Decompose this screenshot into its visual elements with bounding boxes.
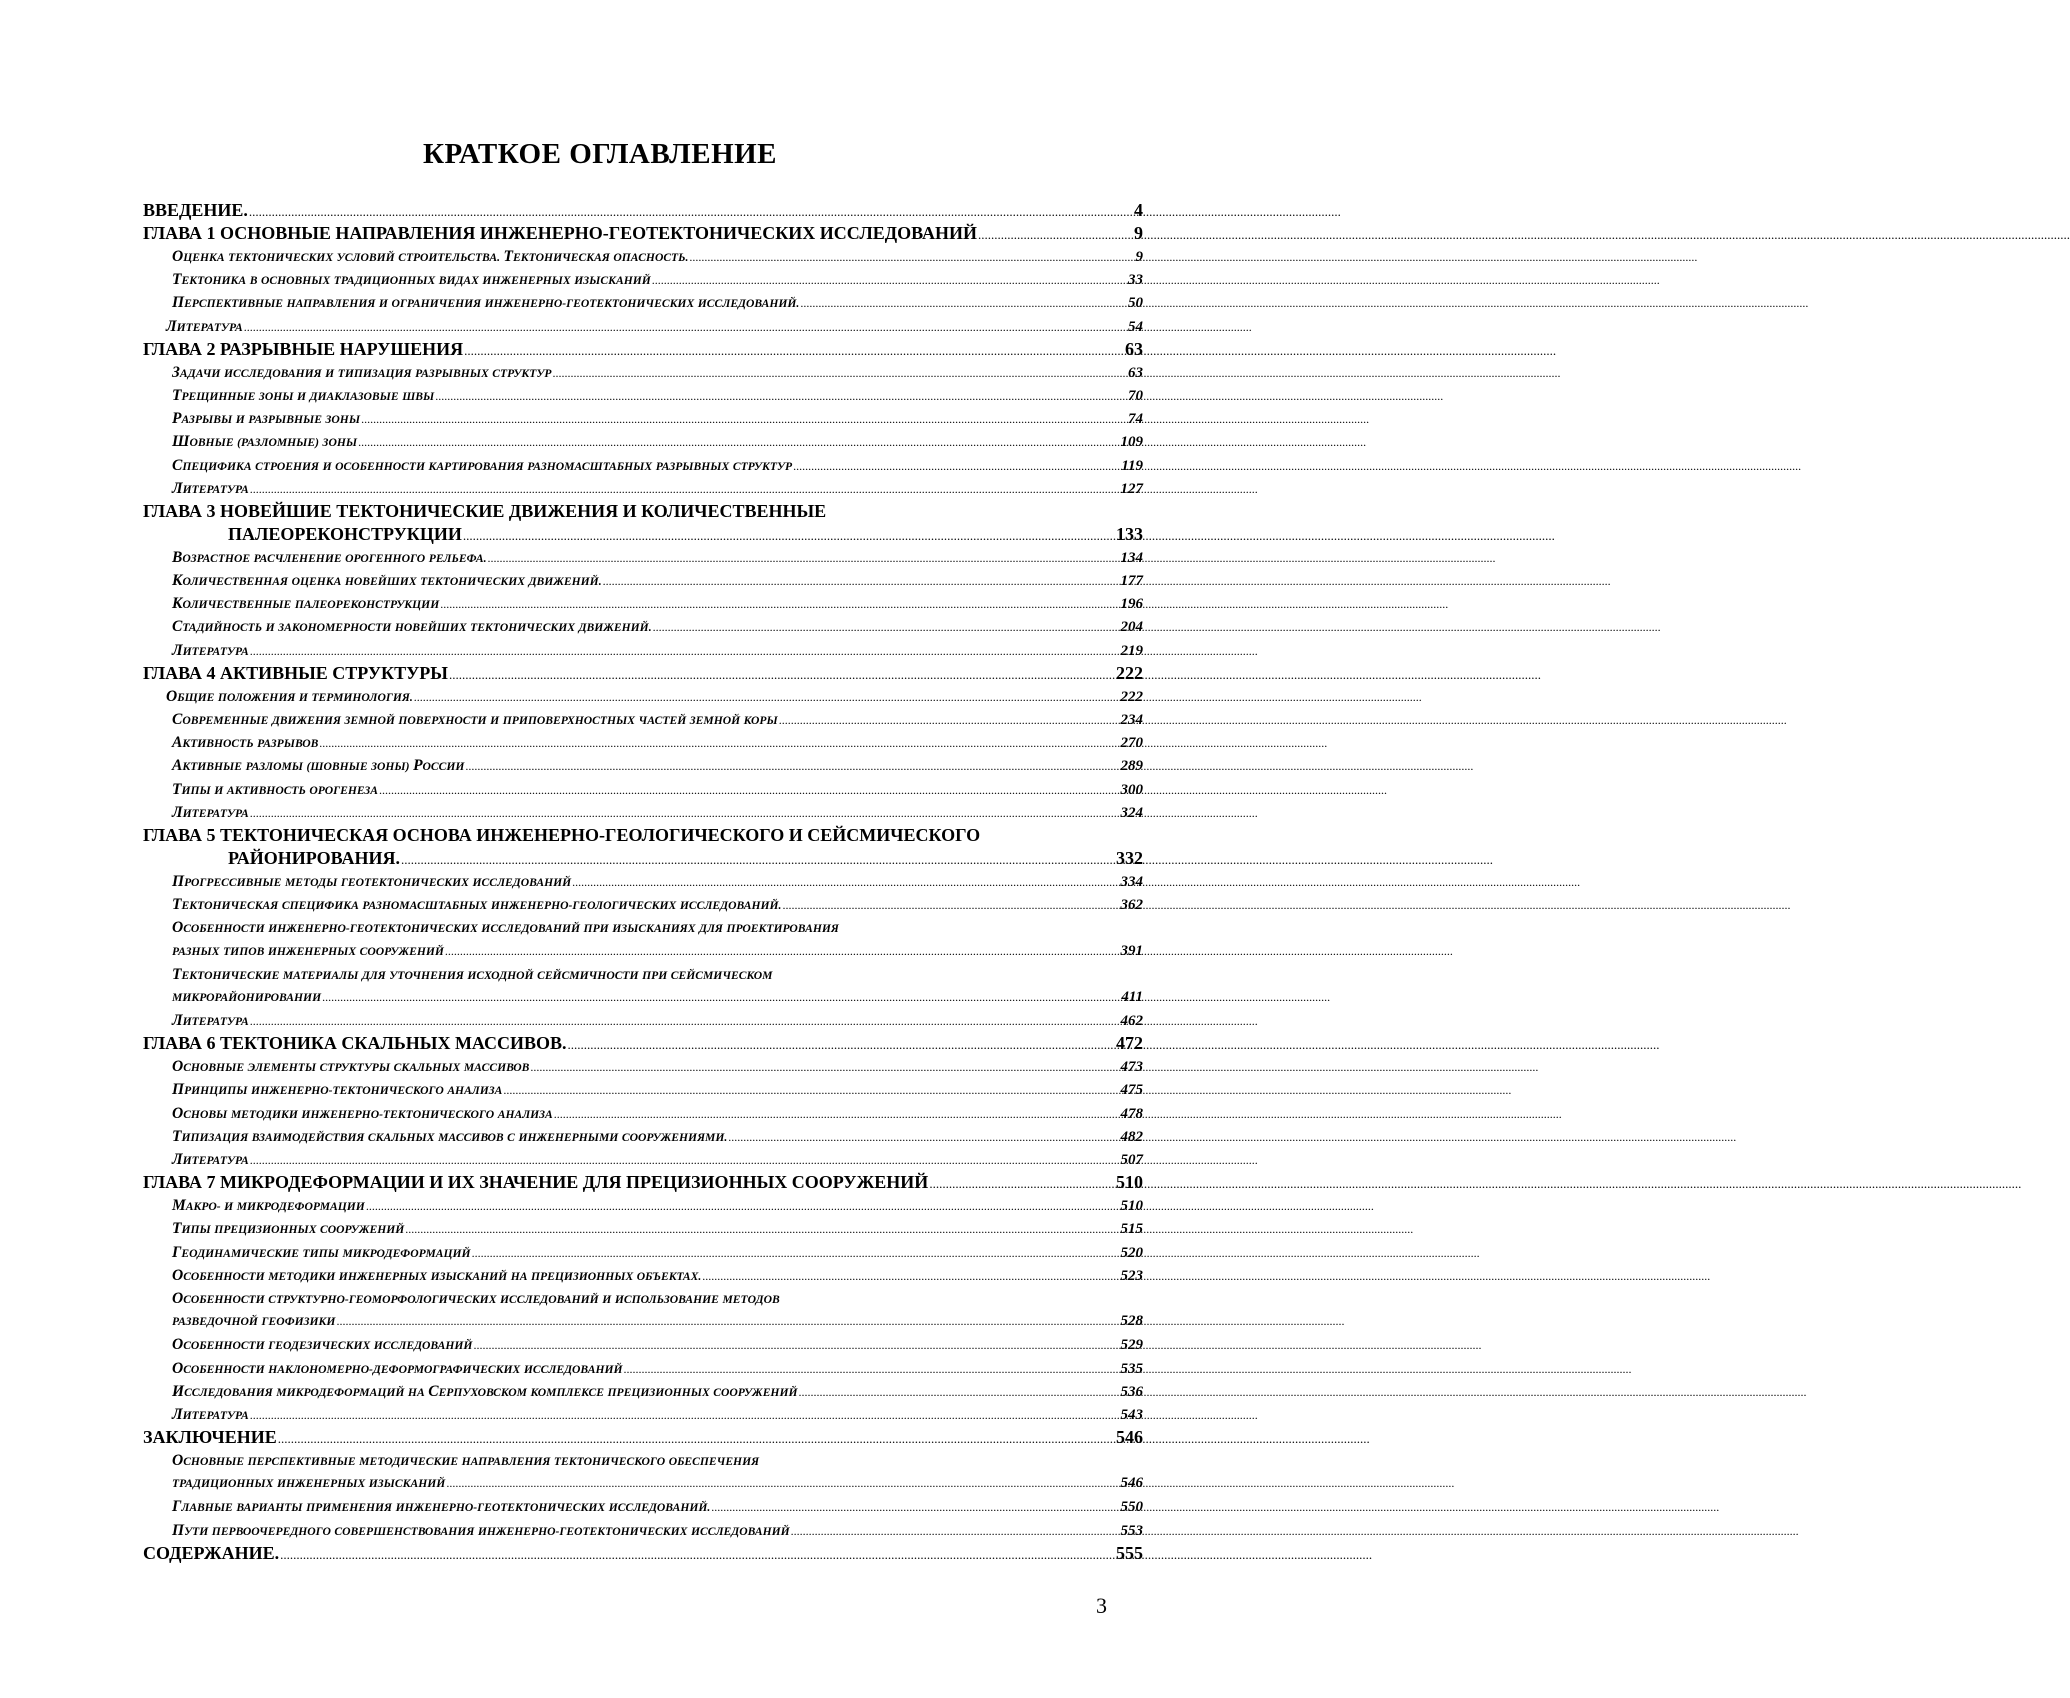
- toc-chapter-entry[interactable]: [143, 662, 1143, 685]
- toc-leader-dots: [414, 686, 1120, 709]
- toc-section-entry[interactable]: [143, 1194, 1143, 1217]
- toc-entry-title: ПРОГРЕССИВНЫЕ МЕТОДЫ ГЕОТЕКТОНИЧЕСКИХ ИССЛЕДОВАНИЙ: [172, 870, 571, 894]
- toc-section-entry[interactable]: [143, 639, 1143, 662]
- toc-entry-title: КОЛИЧЕСТВЕННЫЕ ПАЛЕОРЕКОНСТРУКЦИИ: [172, 592, 439, 616]
- toc-entry-title: ТРЕЩИННЫЕ ЗОНЫ И ДИАКЛАЗОВЫЕ ШВЫ: [172, 384, 434, 408]
- toc-entry-title: ГЛАВНЫЕ ВАРИАНТЫ ПРИМЕНЕНИЯ ИНЖЕНЕРНО-ГЕОТЕКТОНИЧЕСКИХ ИССЛЕДОВАНИЙ.: [172, 1495, 710, 1519]
- toc-leader-dots: [929, 1172, 1115, 1195]
- toc-chapter-entry[interactable]: [143, 847, 1143, 870]
- toc-chapter-entry[interactable]: [143, 222, 1143, 245]
- toc-section-entry[interactable]: [143, 1009, 1143, 1032]
- toc-entry-title: ШОВНЫЕ (РАЗЛОМНЫЕ) ЗОНЫ: [172, 430, 357, 454]
- toc-entry-title: ЛИТЕРАТУРА: [172, 477, 249, 501]
- toc-leader-dots: [280, 1543, 1115, 1566]
- toc-leader-dots: [473, 1334, 1119, 1357]
- toc-leader-dots: [799, 1381, 1120, 1404]
- toc-page-number: 528: [1121, 1310, 1144, 1333]
- toc-page-number: 507: [1121, 1149, 1144, 1172]
- toc-leader-dots: [322, 986, 1120, 1009]
- toc-entry-title: ОСОБЕННОСТИ МЕТОДИКИ ИНЖЕНЕРНЫХ ИЗЫСКАНИЙ НА ПРЕЦИЗИОННЫХ ОБЪЕКТАХ.: [172, 1264, 701, 1288]
- toc-page-number: 411: [1121, 986, 1143, 1009]
- toc-leader-dots: [244, 316, 1127, 339]
- toc-entry-title: ГЕОДИНАМИЧЕСКИЕ ТИПЫ МИКРОДЕФОРМАЦИЙ: [172, 1241, 471, 1265]
- toc-entry-title: ГЛАВА 6 ТЕКТОНИКА СКАЛЬНЫХ МАССИВОВ.: [143, 1032, 567, 1055]
- toc-leader-dots: [449, 663, 1115, 686]
- toc-section-entry[interactable]: [143, 1495, 1143, 1518]
- toc-page-number: 134: [1121, 547, 1144, 570]
- page-number: 3: [1096, 1593, 1107, 1619]
- toc-section-entry[interactable]: [143, 1380, 1143, 1403]
- toc-entry-title: ЛИТЕРАТУРА: [172, 1403, 249, 1427]
- toc-section-entry[interactable]: [143, 754, 1143, 777]
- toc-entry-title: ТИПИЗАЦИЯ ВЗАИМОДЕЙСТВИЯ СКАЛЬНЫХ МАССИВОВ С ИНЖЕНЕРНЫМИ СООРУЖЕНИЯМИ.: [172, 1125, 727, 1149]
- toc-leader-dots: [278, 1427, 1115, 1450]
- toc-entry-title: ПРИНЦИПЫ ИНЖЕНЕРНО-ТЕКТОНИЧЕСКОГО АНАЛИЗА: [172, 1078, 502, 1102]
- toc-section-entry[interactable]: [143, 870, 1143, 893]
- page-title: КРАТКОЕ ОГЛАВЛЕНИЕ: [0, 137, 1200, 171]
- toc-chapter-entry[interactable]: [143, 199, 1143, 222]
- toc-leader-dots: [446, 1472, 1119, 1495]
- toc-page-number: 362: [1121, 894, 1144, 917]
- toc-page-number: 70: [1128, 385, 1143, 408]
- toc-section-entry[interactable]: [143, 940, 1143, 963]
- toc-page-number: 74: [1128, 408, 1143, 431]
- toc-leader-dots: [336, 1310, 1119, 1333]
- toc-page-number: 324: [1121, 802, 1144, 825]
- toc-section-entry[interactable]: [143, 268, 1143, 291]
- toc-entry-title-cont: МИКРОРАЙОНИРОВАНИИ: [172, 986, 321, 1009]
- toc-leader-dots: [250, 802, 1120, 825]
- toc-page-number: 33: [1128, 269, 1143, 292]
- toc-leader-dots: [782, 894, 1119, 917]
- toc-leader-dots: [250, 640, 1120, 663]
- toc-section-entry[interactable]: [143, 361, 1143, 384]
- toc-section-entry[interactable]: [143, 1264, 1143, 1287]
- toc-page-number: 289: [1121, 755, 1144, 778]
- toc-section-entry[interactable]: [143, 1055, 1143, 1078]
- toc-entry-title: ИССЛЕДОВАНИЯ МИКРОДЕФОРМАЦИЙ НА СЕРПУХОВСКОМ КОМПЛЕКСЕ ПРЕЦИЗИОННЫХ СООРУЖЕНИЙ: [172, 1380, 798, 1404]
- toc-leader-dots: [530, 1056, 1119, 1079]
- toc-page-number: 270: [1121, 732, 1144, 755]
- toc-page-number: 334: [1121, 871, 1144, 894]
- toc-section-entry[interactable]: [143, 1357, 1143, 1380]
- toc-section-entry[interactable]: [143, 1217, 1143, 1240]
- toc-entry-title: ВВЕДЕНИЕ.: [143, 199, 248, 222]
- toc-section-entry[interactable]: [143, 1333, 1143, 1356]
- toc-section-title[interactable]: ОСНОВНЫЕ ПЕРСПЕКТИВНЫЕ МЕТОДИЧЕСКИЕ НАПРАВЛЕНИЯ ТЕКТОНИЧЕСКОГО ОБЕСПЕЧЕНИЯ: [143, 1449, 1143, 1472]
- toc-entry-title: ГЛАВА 4 АКТИВНЫЕ СТРУКТУРЫ: [143, 662, 448, 685]
- toc-page-number: 536: [1121, 1381, 1144, 1404]
- toc-page-number: 472: [1116, 1032, 1143, 1055]
- toc-entry-title: ОЦЕНКА ТЕКТОНИЧЕСКИХ УСЛОВИЙ СТРОИТЕЛЬСТВА. ТЕКТОНИЧЕСКАЯ ОПАСНОСТЬ.: [172, 245, 688, 269]
- toc-page-number: 546: [1116, 1426, 1143, 1449]
- toc-leader-dots: [366, 1195, 1120, 1218]
- toc-section-entry[interactable]: [143, 1102, 1143, 1125]
- toc-entry-title: ЛИТЕРАТУРА: [172, 1148, 249, 1172]
- toc-section-entry[interactable]: [143, 1148, 1143, 1171]
- toc-chapter-entry[interactable]: [143, 1171, 1143, 1194]
- toc-section-entry[interactable]: [143, 986, 1143, 1009]
- toc-section-entry[interactable]: [143, 708, 1143, 731]
- toc-page-number: 234: [1121, 709, 1144, 732]
- toc-leader-dots: [653, 616, 1120, 639]
- toc-page-number: 222: [1121, 686, 1144, 709]
- toc-entry-title: ОСОБЕННОСТИ ГЕОДЕЗИЧЕСКИХ ИССЛЕДОВАНИЙ: [172, 1333, 472, 1357]
- toc-entry-title: ОСНОВНЫЕ ЭЛЕМЕНТЫ СТРУКТУРЫ СКАЛЬНЫХ МАССИВОВ: [172, 1055, 529, 1079]
- toc-chapter-entry[interactable]: [143, 1426, 1143, 1449]
- toc-leader-dots: [793, 455, 1120, 478]
- toc-entry-title: ГЛАВА 2 РАЗРЫВНЫЕ НАРУШЕНИЯ: [143, 338, 463, 361]
- toc-page-number: 391: [1121, 940, 1144, 963]
- toc-page-number: 555: [1116, 1542, 1143, 1565]
- toc-leader-dots: [779, 709, 1120, 732]
- toc-leader-dots: [689, 246, 1134, 269]
- toc-page-number: 510: [1116, 1171, 1143, 1194]
- toc-leader-dots: [250, 1149, 1120, 1172]
- toc-section-entry[interactable]: [143, 731, 1143, 754]
- toc-entry-title: ОСОБЕННОСТИ НАКЛОНОМЕРНО-ДЕФОРМОГРАФИЧЕСКИХ ИССЛЕДОВАНИЙ: [172, 1357, 623, 1381]
- toc-entry-title: ГЛАВА 1 ОСНОВНЫЕ НАПРАВЛЕНИЯ ИНЖЕНЕРНО-ГЕОТЕКТОНИЧЕСКИХ ИССЛЕДОВАНИЙ: [143, 222, 977, 245]
- toc-entry-title: РАЗРЫВЫ И РАЗРЫВНЫЕ ЗОНЫ: [172, 407, 360, 431]
- toc-leader-dots: [440, 593, 1119, 616]
- toc-entry-title-cont: РАЗВЕДОЧНОЙ ГЕОФИЗИКИ: [172, 1310, 335, 1333]
- toc-entry-title: ПЕРСПЕКТИВНЫЕ НАПРАВЛЕНИЯ И ОГРАНИЧЕНИЯ ИНЖЕНЕРНО-ГЕОТЕКТОНИЧЕСКИХ ИССЛЕДОВАНИЙ.: [172, 291, 799, 315]
- toc-page-number: 462: [1121, 1010, 1144, 1033]
- toc-chapter-entry[interactable]: [143, 338, 1143, 361]
- toc-page-number: 482: [1121, 1126, 1144, 1149]
- toc-leader-dots: [711, 1496, 1119, 1519]
- toc-entry-title: ТИПЫ ПРЕЦИЗИОННЫХ СООРУЖЕНИЙ: [172, 1217, 404, 1241]
- toc-leader-dots: [361, 408, 1127, 431]
- toc-leader-dots: [572, 871, 1119, 894]
- toc-page-number: 219: [1121, 640, 1144, 663]
- toc-leader-dots: [401, 848, 1115, 871]
- toc-page-number: 478: [1121, 1103, 1144, 1126]
- toc-entry-title-cont: ТРАДИЦИОННЫХ ИНЖЕНЕРНЫХ ИЗЫСКАНИЙ: [172, 1472, 445, 1495]
- toc-page-number: 543: [1121, 1404, 1144, 1427]
- toc-page-number: 523: [1121, 1265, 1144, 1288]
- toc-section-entry[interactable]: [143, 477, 1143, 500]
- toc-entry-title: ЗАКЛЮЧЕНИЕ: [143, 1426, 277, 1449]
- toc-entry-title: ЛИТЕРАТУРА: [172, 1009, 249, 1033]
- toc-page-number: 63: [1125, 338, 1143, 361]
- toc-page-number: 63: [1128, 362, 1143, 385]
- toc-section-entry[interactable]: [143, 315, 1143, 338]
- toc-section-entry[interactable]: [143, 454, 1143, 477]
- toc-entry-title: ЛИТЕРАТУРА: [166, 315, 243, 339]
- toc-entry-title: СОВРЕМЕННЫЕ ДВИЖЕНИЯ ЗЕМНОЙ ПОВЕРХНОСТИ И ПРИПОВЕРХНОСТНЫХ ЧАСТЕЙ ЗЕМНОЙ КОРЫ: [172, 708, 778, 732]
- toc-section-title[interactable]: ОСОБЕННОСТИ СТРУКТУРНО-ГЕОМОРФОЛОГИЧЕСКИХ ИССЛЕДОВАНИЙ И ИСПОЛЬЗОВАНИЕ МЕТОДОВ: [143, 1287, 1143, 1310]
- toc-section-entry[interactable]: [143, 592, 1143, 615]
- toc-page-number: 9: [1136, 246, 1144, 269]
- toc-leader-dots: [464, 339, 1124, 362]
- toc-section-entry[interactable]: [143, 384, 1143, 407]
- toc-leader-dots: [624, 1358, 1120, 1381]
- toc-leader-dots: [249, 200, 1133, 223]
- toc-leader-dots: [702, 1265, 1119, 1288]
- toc-entry-title: ВОЗРАСТНОЕ РАСЧЛЕНЕНИЕ ОРОГЕННОГО РЕЛЬЕФА.: [172, 546, 487, 570]
- toc-section-entry[interactable]: [143, 1241, 1143, 1264]
- toc-entry-title: АКТИВНОСТЬ РАЗРЫВОВ: [172, 731, 318, 755]
- toc-section-entry[interactable]: [143, 1078, 1143, 1101]
- toc-entry-title: АКТИВНЫЕ РАЗЛОМЫ (ШОВНЫЕ ЗОНЫ) РОССИИ: [172, 754, 464, 778]
- toc-leader-dots: [800, 292, 1127, 315]
- toc-section-entry[interactable]: [143, 1403, 1143, 1426]
- toc-page-number: 9: [1134, 222, 1143, 245]
- toc-section-entry[interactable]: [143, 778, 1143, 801]
- toc-section-entry[interactable]: [143, 615, 1143, 638]
- toc-section-entry[interactable]: [143, 685, 1143, 708]
- toc-section-entry[interactable]: [143, 569, 1143, 592]
- toc-entry-title: СТАДИЙНОСТЬ И ЗАКОНОМЕРНОСТИ НОВЕЙШИХ ТЕКТОНИЧЕСКИХ ДВИЖЕНИЙ.: [172, 615, 652, 639]
- toc-entry-title: ПУТИ ПЕРВООЧЕРЕДНОГО СОВЕРШЕНСТВОВАНИЯ ИНЖЕНЕРНО-ГЕОТЕКТОНИЧЕСКИХ ИССЛЕДОВАНИЙ: [172, 1519, 790, 1543]
- toc-page-number: 520: [1121, 1242, 1144, 1265]
- toc-entry-title: ЛИТЕРАТУРА: [172, 801, 249, 825]
- toc-leader-dots: [652, 269, 1127, 292]
- toc-page-number: 177: [1121, 570, 1144, 593]
- toc-leader-dots: [445, 940, 1120, 963]
- toc-leader-dots: [728, 1126, 1119, 1149]
- toc-entry-title: КОЛИЧЕСТВЕННАЯ ОЦЕНКА НОВЕЙШИХ ТЕКТОНИЧЕСКИХ ДВИЖЕНИЙ.: [172, 569, 602, 593]
- toc-leader-dots: [603, 570, 1120, 593]
- toc-entry-title: ТЕКТОНИЧЕСКАЯ СПЕЦИФИКА РАЗНОМАСШТАБНЫХ ИНЖЕНЕРНО-ГЕОЛОГИЧЕСКИХ ИССЛЕДОВАНИЙ.: [172, 893, 781, 917]
- toc-page-number: 222: [1116, 662, 1143, 685]
- toc-leader-dots: [250, 1010, 1120, 1033]
- toc-page-number: 546: [1121, 1472, 1144, 1495]
- toc-leader-dots: [568, 1033, 1115, 1056]
- toc-page-number: 133: [1116, 523, 1143, 546]
- toc-leader-dots: [472, 1242, 1120, 1265]
- toc-chapter-entry[interactable]: [143, 1032, 1143, 1055]
- toc-page-number: 535: [1121, 1358, 1144, 1381]
- toc-leader-dots: [405, 1218, 1119, 1241]
- toc-entry-title: ОБЩИЕ ПОЛОЖЕНИЯ И ТЕРМИНОЛОГИЯ.: [166, 685, 413, 709]
- toc-page-number: 54: [1128, 316, 1143, 339]
- toc-leader-dots: [435, 385, 1127, 408]
- toc-chapter-title[interactable]: ГЛАВА 3 НОВЕЙШИЕ ТЕКТОНИЧЕСКИЕ ДВИЖЕНИЯ И КОЛИЧЕСТВЕННЫЕ: [143, 500, 1143, 523]
- toc-leader-dots: [463, 524, 1115, 547]
- toc-page-number: 515: [1121, 1218, 1144, 1241]
- toc-leader-dots: [503, 1079, 1119, 1102]
- toc-section-entry[interactable]: [143, 1310, 1143, 1333]
- toc-section-entry[interactable]: [143, 801, 1143, 824]
- toc-page-number: 510: [1121, 1195, 1144, 1218]
- toc-section-entry[interactable]: [143, 546, 1143, 569]
- toc-page-number: 475: [1121, 1079, 1144, 1102]
- toc-entry-title-cont: РАЗНЫХ ТИПОВ ИНЖЕНЕРНЫХ СООРУЖЕНИЙ: [172, 940, 444, 963]
- toc-entry-title: МАКРО- И МИКРОДЕФОРМАЦИИ: [172, 1194, 365, 1218]
- table-of-contents: [143, 199, 1143, 1565]
- toc-entry-title-cont: РАЙОНИРОВАНИЯ.: [228, 847, 400, 870]
- toc-leader-dots: [791, 1520, 1120, 1543]
- toc-page-number: 473: [1121, 1056, 1144, 1079]
- toc-section-entry[interactable]: [143, 1519, 1143, 1542]
- toc-entry-title: ГЛАВА 7 МИКРОДЕФОРМАЦИИ И ИХ ЗНАЧЕНИЕ ДЛЯ ПРЕЦИЗИОННЫХ СООРУЖЕНИЙ: [143, 1171, 928, 1194]
- toc-chapter-title[interactable]: ГЛАВА 5 ТЕКТОНИЧЕСКАЯ ОСНОВА ИНЖЕНЕРНО-ГЕОЛОГИЧЕСКОГО И СЕЙСМИЧЕСКОГО: [143, 824, 1143, 847]
- toc-page-number: 332: [1116, 847, 1143, 870]
- toc-entry-title-cont: ПАЛЕОРЕКОНСТРУКЦИИ: [228, 523, 462, 546]
- toc-section-title[interactable]: ТЕКТОНИЧЕСКИЕ МАТЕРИАЛЫ ДЛЯ УТОЧНЕНИЯ ИСХОДНОЙ СЕЙСМИЧНОСТИ ПРИ СЕЙСМИЧЕСКОМ: [143, 963, 1143, 986]
- toc-page-number: 119: [1121, 455, 1143, 478]
- toc-section-entry[interactable]: [143, 1125, 1143, 1148]
- toc-page-number: 529: [1121, 1334, 1144, 1357]
- toc-section-entry[interactable]: [143, 407, 1143, 430]
- toc-entry-title: ЛИТЕРАТУРА: [172, 639, 249, 663]
- toc-page-number: 196: [1121, 593, 1144, 616]
- toc-chapter-entry[interactable]: [143, 523, 1143, 546]
- toc-page-number: 4: [1134, 199, 1143, 222]
- toc-leader-dots: [250, 1404, 1120, 1427]
- toc-entry-title: ТЕКТОНИКА В ОСНОВНЫХ ТРАДИЦИОННЫХ ВИДАХ ИНЖЕНЕРНЫХ ИЗЫСКАНИЙ: [172, 268, 651, 292]
- toc-entry-title: ТИПЫ И АКТИВНОСТЬ ОРОГЕНЕЗА: [172, 778, 378, 802]
- toc-section-entry[interactable]: [143, 291, 1143, 314]
- toc-leader-dots: [250, 478, 1120, 501]
- toc-page-number: 204: [1121, 616, 1144, 639]
- toc-page-number: 109: [1121, 431, 1144, 454]
- toc-leader-dots: [488, 547, 1120, 570]
- toc-leader-dots: [554, 1103, 1120, 1126]
- toc-page-number: 300: [1121, 779, 1144, 802]
- toc-section-entry[interactable]: [143, 1472, 1143, 1495]
- toc-leader-dots: [379, 779, 1119, 802]
- toc-page-number: 550: [1121, 1496, 1144, 1519]
- toc-page-number: 553: [1121, 1520, 1144, 1543]
- toc-leader-dots: [319, 732, 1119, 755]
- toc-entry-title: СПЕЦИФИКА СТРОЕНИЯ И ОСОБЕННОСТИ КАРТИРОВАНИЯ РАЗНОМАСШТАБНЫХ РАЗРЫВНЫХ СТРУКТУР: [172, 454, 792, 478]
- toc-page-number: 127: [1121, 478, 1144, 501]
- toc-leader-dots: [358, 431, 1119, 454]
- toc-leader-dots: [553, 362, 1128, 385]
- toc-leader-dots: [465, 755, 1119, 778]
- toc-section-title[interactable]: ОСОБЕННОСТИ ИНЖЕНЕРНО-ГЕОТЕКТОНИЧЕСКИХ ИССЛЕДОВАНИЙ ПРИ ИЗЫСКАНИЯХ ДЛЯ ПРОЕКТИРОВАНИЯ: [143, 916, 1143, 939]
- toc-entry-title: ЗАДАЧИ ИССЛЕДОВАНИЯ И ТИПИЗАЦИЯ РАЗРЫВНЫХ СТРУКТУР: [172, 361, 552, 385]
- toc-page-number: 50: [1128, 292, 1143, 315]
- toc-section-entry[interactable]: [143, 430, 1143, 453]
- toc-entry-title: ОСНОВЫ МЕТОДИКИ ИНЖЕНЕРНО-ТЕКТОНИЧЕСКОГО АНАЛИЗА: [172, 1102, 553, 1126]
- toc-section-entry[interactable]: [143, 893, 1143, 916]
- toc-entry-title: СОДЕРЖАНИЕ.: [143, 1542, 279, 1565]
- toc-chapter-entry[interactable]: [143, 1542, 1143, 1565]
- toc-leader-dots: [978, 223, 1133, 246]
- toc-section-entry[interactable]: [143, 245, 1143, 268]
